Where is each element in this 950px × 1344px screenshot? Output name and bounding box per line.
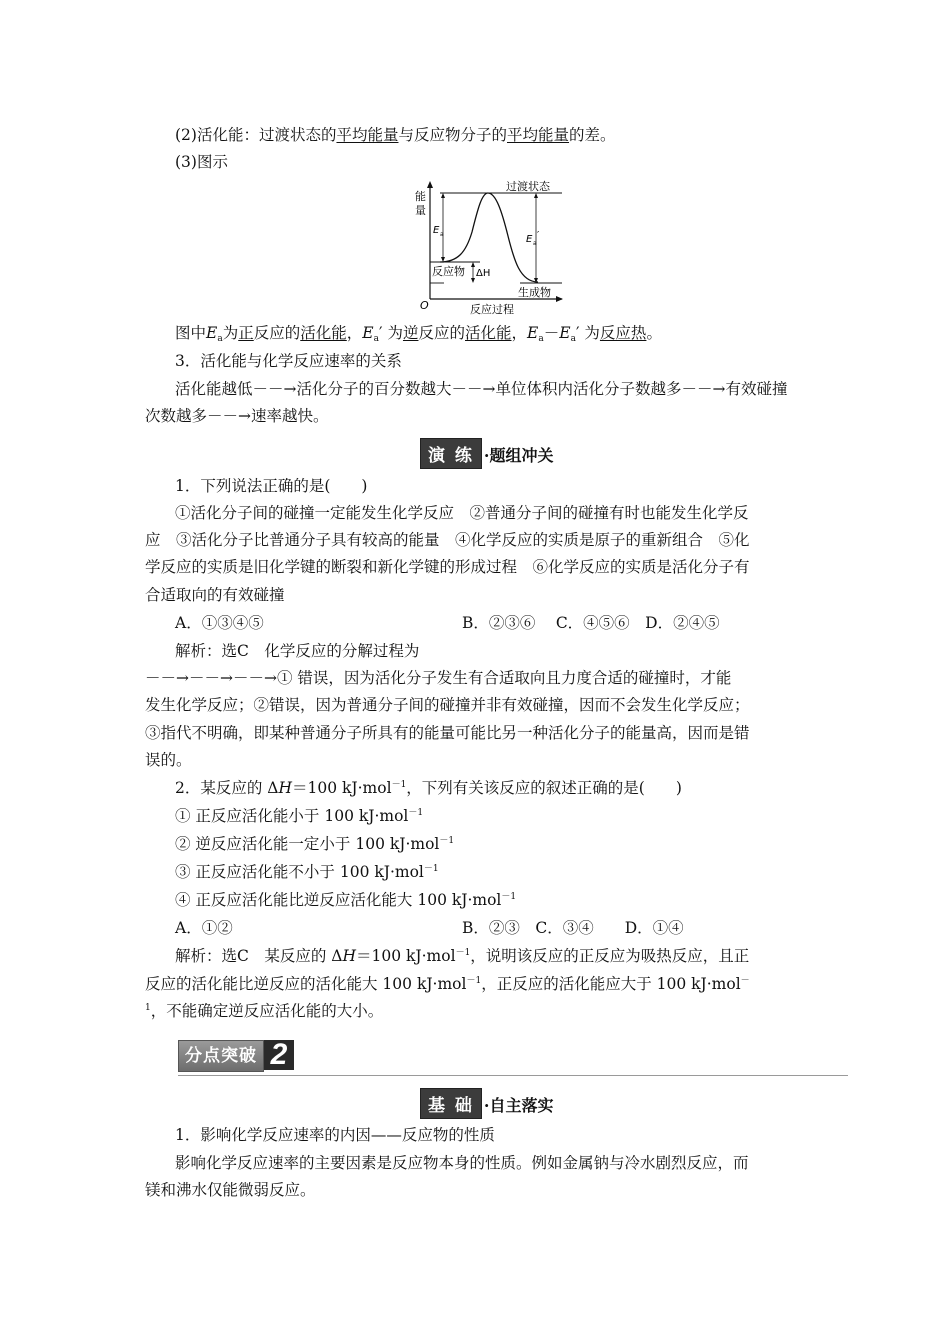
- blank-answer: 活化能: [300, 324, 347, 342]
- practice-header: 演 练 ·题组冲关: [420, 438, 554, 469]
- figure-heading: (3)图示: [175, 153, 228, 171]
- svg-text:a: a: [440, 231, 444, 238]
- question-2-option-a: A．①②: [175, 919, 233, 937]
- svg-text:a: a: [533, 240, 537, 247]
- paragraph-line: 次数越多－－→速率越快。: [145, 407, 329, 425]
- x-axis-arrow: [556, 296, 563, 302]
- ea-prime-label: E: [526, 234, 533, 245]
- energy-diagram: [410, 178, 570, 318]
- divider: [178, 1075, 848, 1076]
- y-axis-label: 量: [415, 204, 426, 217]
- delta-h-label: ΔH: [476, 268, 491, 279]
- y-axis-label: 能: [415, 190, 426, 203]
- blank-answer: 活化能: [465, 324, 512, 342]
- question-2-option-2: ② 逆反应活化能一定小于 100 kJ·mol$^{-1}$: [175, 835, 455, 853]
- section-3-heading: 3．活化能与化学反应速率的关系: [175, 352, 402, 370]
- answer-2-text: $^1$，不能确定逆反应活化能的大小。: [145, 1002, 384, 1020]
- answer-1-text: ③指代不明确，即某种普通分子所具有的能量可能比另一种活化分子的能量高，因而是错: [145, 724, 750, 742]
- answer-1-text: 误的。: [145, 751, 192, 769]
- question-1-text: 学反应的实质是旧化学键的断裂和新化学键的形成过程 ⑥化学反应的实质是活化分子有: [145, 558, 750, 576]
- question-1-text: ①活化分子间的碰撞一定能发生化学反应 ②普通分子间的碰撞有时也能发生化学反: [175, 504, 749, 522]
- section-banner: 分点突破 2: [178, 1040, 294, 1072]
- question-1-text: 合适取向的有效碰撞: [145, 586, 285, 604]
- question-1-options-bcd: B．②③⑥ C．④⑤⑥ D．②④⑤: [462, 614, 720, 632]
- question-1-text: 应 ③活化分子比普通分子具有较高的能量 ④化学反应的实质是原子的重新组合 ⑤化: [145, 531, 750, 549]
- blank-answer: 平均能量: [507, 126, 570, 144]
- answer-2: 解析：选C 某反应的 ΔH＝100 kJ·mol$^{-1}$，说明该反应的正反应为吸热反应，且正: [175, 947, 750, 965]
- ea-label: E: [433, 225, 440, 236]
- blank-answer: 逆: [402, 324, 419, 342]
- question-2-option-4: ④ 正反应活化能比逆反应活化能大 100 kJ·mol$^{-1}$: [175, 891, 517, 909]
- transition-state-label: 过渡状态: [506, 180, 550, 193]
- blank-answer: 平均能量: [336, 126, 399, 144]
- answer-1: 解析：选C 化学反应的分解过程为: [175, 642, 420, 660]
- product-label: 生成物: [518, 286, 551, 299]
- blank-answer: 正: [238, 324, 254, 342]
- question-2-options-bcd: B．②③ C．③④ D．①④: [462, 919, 684, 937]
- answer-1-text: 发生化学反应；②错误，因为普通分子间的碰撞并非有效碰撞，因而不会发生化学反应；: [145, 696, 750, 714]
- paragraph-line: 镁和沸水仅能微弱反应。: [145, 1181, 316, 1199]
- paragraph-line: 影响化学反应速率的主要因素是反应物本身的性质。例如金属钠与冷水剧烈反应，而: [175, 1154, 749, 1172]
- basic-header: 基 础 ·自主落实: [420, 1088, 554, 1119]
- svg-text:′: ′: [537, 230, 540, 241]
- paragraph-line: 活化能越低－－→活化分子的百分数越大－－→单位体积内活化分子数越多－－→有效碰撞: [175, 380, 788, 398]
- basic-section-heading: 1．影响化学反应速率的内因——反应物的性质: [175, 1126, 495, 1144]
- question-2-option-1: ① 正反应活化能小于 100 kJ·mol$^{-1}$: [175, 807, 424, 825]
- question-2: 2．某反应的 ΔH＝100 kJ·mol$^{-1}$，下列有关该反应的叙述正确的是( ): [175, 779, 682, 797]
- answer-1-text: －－→－－→－－→① 错误，因为活化分子发生有合适取向且力度合适的碰撞时，才能: [145, 669, 732, 687]
- answer-2-text: 反应的活化能比逆反应的活化能大 100 kJ·mol$^{-1}$，正反应的活化能应大于 100 kJ·mol－: [145, 975, 750, 993]
- blank-answer: 反应热: [599, 324, 647, 342]
- origin-label: O: [420, 299, 429, 312]
- x-axis-label: 反应过程: [470, 303, 514, 316]
- question-1: 1．下列说法正确的是( ): [175, 477, 368, 495]
- question-2-option-3: ③ 正反应活化能不小于 100 kJ·mol$^{-1}$: [175, 863, 439, 881]
- y-axis-arrow: [427, 181, 433, 188]
- question-1-option-a: A．①③④⑤: [175, 614, 264, 632]
- reactant-label: 反应物: [432, 265, 465, 278]
- activation-energy-definition: (2)活化能：过渡状态的平均能量与反应物分子的平均能量的差。: [175, 126, 616, 144]
- figure-caption: 图中$E_a$为正反应的活化能，$E_a'$ 为逆反应的活化能，$E_a-E_a'$ 为反应热。: [175, 324, 662, 344]
